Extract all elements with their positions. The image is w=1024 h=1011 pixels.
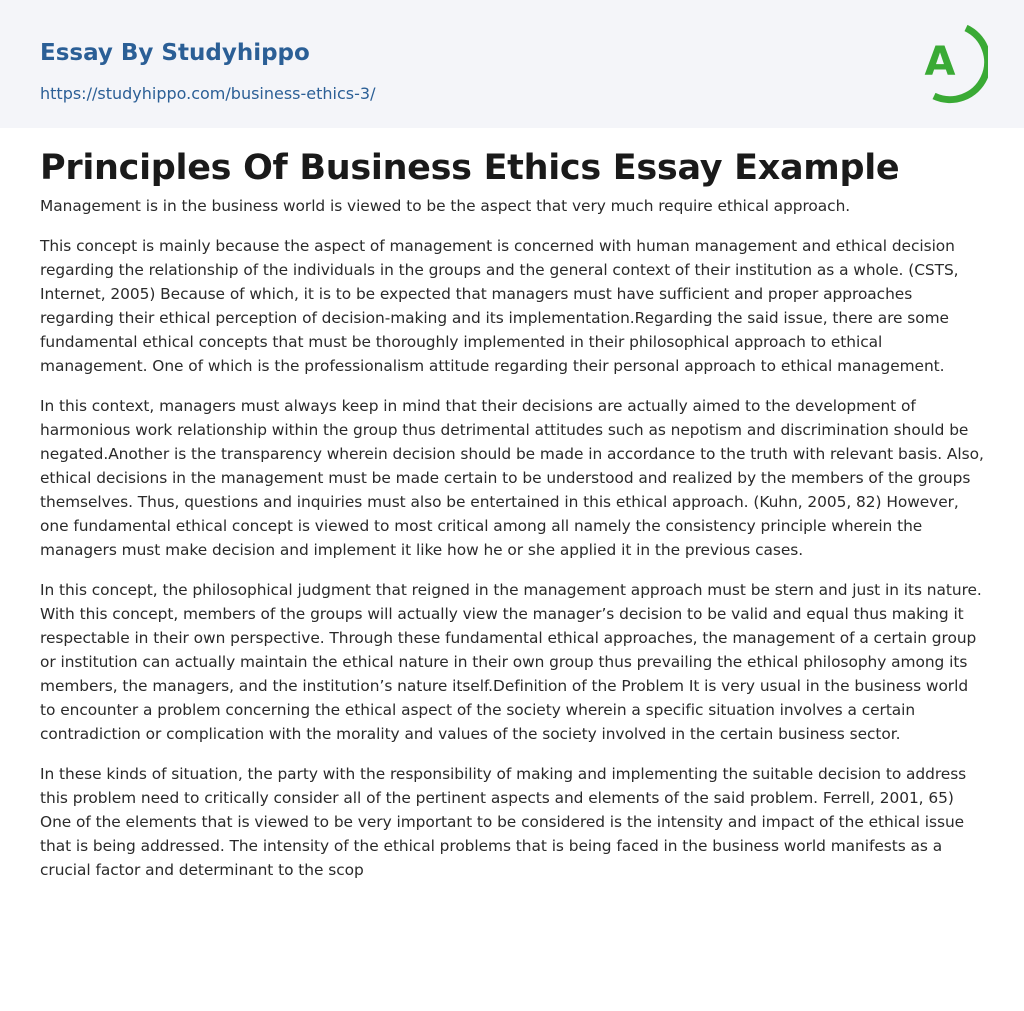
paragraph: In these kinds of situation, the party with the responsibility of making and implementing the suitable decision to address this problem need to critically consider all of the pertinent aspects and elements of the said problem. Ferrell, 2001, 65) One of the elements that is viewed to be very important to be considered is the intensity and impact of the ethical issue that is being addressed. The intensity of the ethical problems that is being faced in the business world manifests as a crucial factor and determinant to the scop [40, 765, 967, 879]
paragraph: This concept is mainly because the aspect of management is concerned with human management and ethical decision regarding the relationship of the individuals in the groups and the general context of their institution as a whole. (CSTS, Internet, 2005) Because of which, it is to be expected that managers must have sufficient and proper approaches regarding their ethical perception of decision-making and its implementation.Regarding the said issue, there are some fundamental ethical concepts that must be thoroughly implemented in their philosophical approach to ethical management. One of which is the professionalism attitude regarding their personal approach to ethical management. [40, 237, 959, 375]
article-title: Principles Of Business Ethics Essay Example [40, 148, 900, 188]
source-url-link[interactable]: https://studyhippo.com/business-ethics-3/ [40, 84, 376, 103]
brand-title: Essay By Studyhippo [40, 40, 310, 66]
paragraph: In this concept, the philosophical judgment that reigned in the management approach must be stern and just in its nature. With this concept, members of the groups will actually view the manager’s decision to be valid and equal thus making it respectable in their own perspective. Through these fundamental ethical approaches, the management of a certain group or institution can actually maintain the ethical nature in their own group thus prevailing the ethical philosophy among its members, the managers, and the institution’s nature itself.Definition of the Problem It is very usual in the business world to encounter a problem concerning the ethical aspect of the society wherein a specific situation involves a certain contradiction or complication with the morality and values of the society involved in the certain business sector. [40, 581, 982, 743]
paragraph: In this context, managers must always keep in mind that their decisions are actually aimed to the development of harmonious work relationship within the group thus detrimental attitudes such as nepotism and discrimination should be negated.Another is the transparency wherein decision should be made in accordance to the truth with relevant basis. Also, ethical decisions in the management must be made certain to be understood and realized by the members of the groups themselves. Thus, questions and inquiries must also be entertained in this ethical approach. (Kuhn, 2005, 82) However, one fundamental ethical concept is viewed to most critical among all namely the consistency principle wherein the managers must make decision and implement it like how he or she applied it in the previous cases. [40, 397, 984, 559]
studyhippo-logo-icon[interactable] [912, 18, 988, 106]
article-body [40, 194, 984, 898]
logo-letter: A [924, 39, 956, 85]
paragraph: Management is in the business world is viewed to be the aspect that very much require ethical approach. [40, 197, 851, 215]
